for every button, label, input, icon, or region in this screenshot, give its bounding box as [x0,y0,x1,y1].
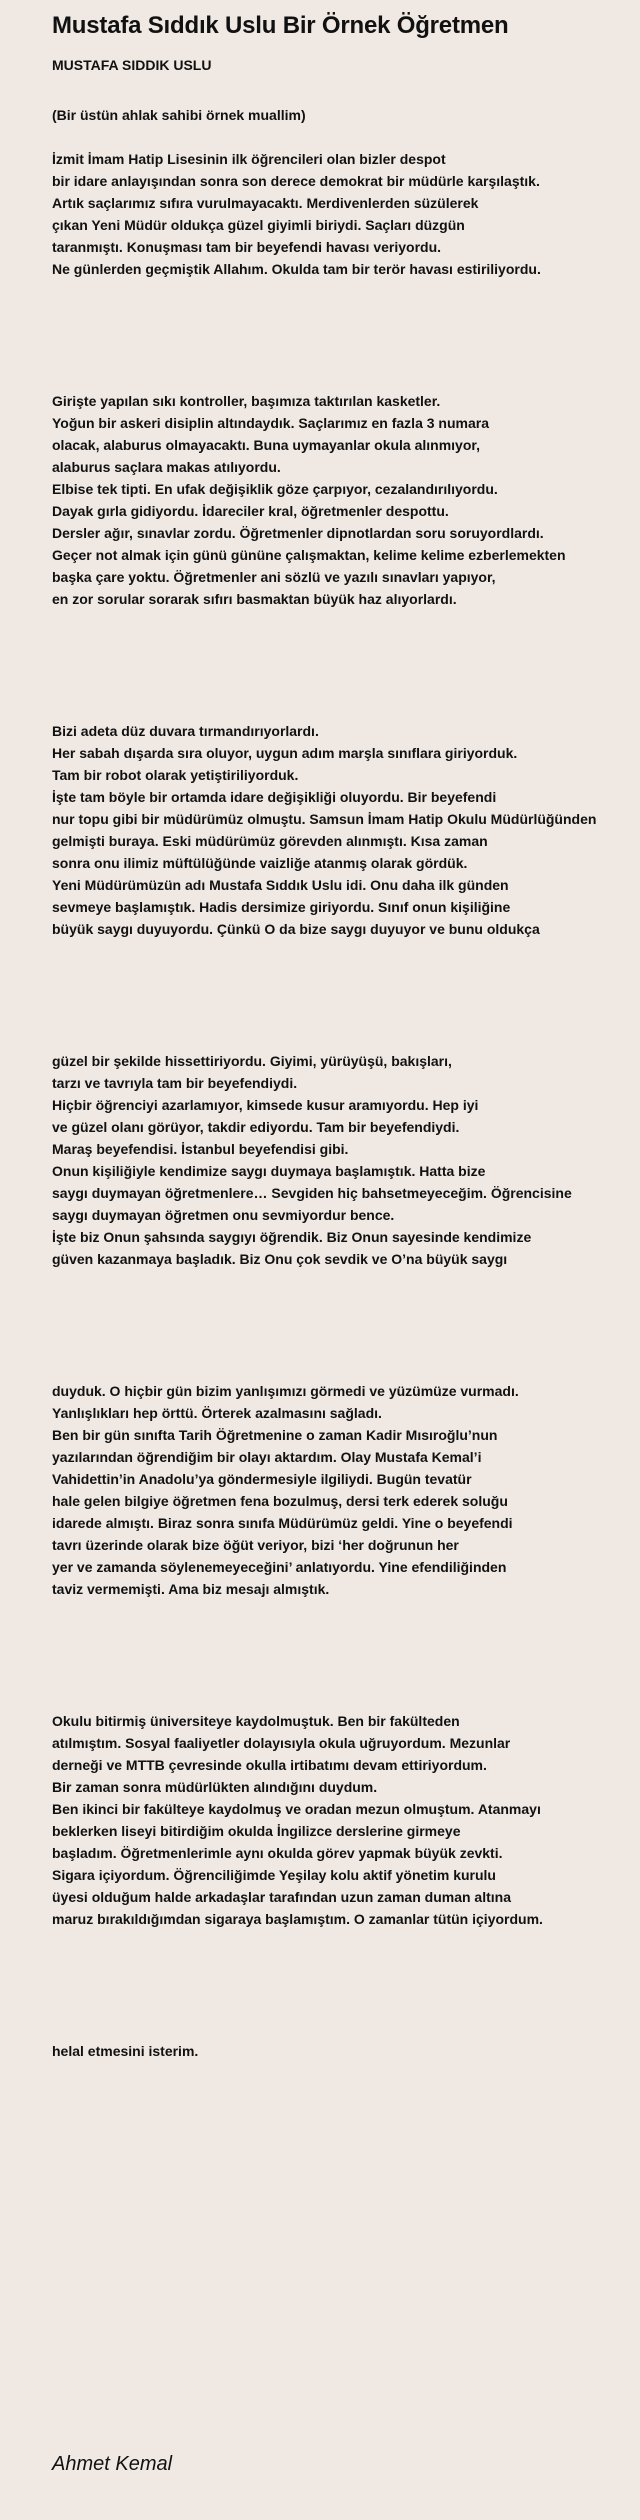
poem-line: Geçer not almak için günü gününe çalışmaktan, kelime kelime ezberlemekten [52,547,566,563]
poem-line: Sigara içiyordum. Öğrenciliğimde Yeşilay kolu aktif yönetim kurulu [52,1867,496,1883]
poem-line: Dersler ağır, sınavlar zordu. Öğretmenler dipnotlardan soru soruyordlardı. [52,525,544,541]
poem-line: Yeni Müdürümüzün adı Mustafa Sıddık Uslu idi. Onu daha ilk günden [52,877,509,893]
poem-line: bir idare anlayışından sonra son derece demokrat bir müdürle karşılaştık. [52,173,540,189]
poem-line: Elbise tek tipti. En ufak değişiklik göze çarpıyor, cezalandırılıyordu. [52,481,498,497]
poem-line: başka çare yoktu. Öğretmenler ani sözlü ve yazılı sınavları yapıyor, [52,569,496,585]
poem-line: yazılarından öğrendiğim bir olayı aktardım. Olay Mustafa Kemal’i [52,1449,482,1465]
poem-line: Bir zaman sonra müdürlükten alındığını duydum. [52,1779,378,1795]
poem-line: saygı duymayan öğretmenlere… Sevgiden hiç bahsetmeyeceğim. Öğrencisine [52,1185,572,1201]
poem-line: Yoğun bir askeri disiplin altındaydık. Saçlarımız en fazla 3 numara [52,415,489,431]
poem-line: Tam bir robot olarak yetiştiriliyorduk. [52,767,299,783]
poem-line: güzel bir şekilde hissettiriyordu. Giyimi, yürüyüşü, bakışları, [52,1053,452,1069]
author-signature: Ahmet Kemal [52,2453,173,2475]
poem-line: nur topu gibi bir müdürümüz olmuştu. Samsun İmam Hatip Okulu Müdürlüğünden [52,811,597,827]
stanza-2 [52,390,640,610]
poem-line: atılmıştım. Sosyal faaliyetler dolayısıyla okula uğruyordum. Mezunlar [52,1735,511,1751]
poem-line: en zor sorular sorarak sıfırı basmaktan büyük haz alıyorlardı. [52,591,457,607]
poem-line: ve güzel olanı görüyor, takdir ediyordu. Tam bir beyefendiydi. [52,1119,460,1135]
poem-line: başladım. Öğretmenlerimle aynı okulda görev yapmak büyük zevkti. [52,1845,503,1861]
page-title: Mustafa Sıddık Uslu Bir Örnek Öğretmen [52,12,509,39]
poem-line: Ne günlerden geçmiştik Allahım. Okulda tam bir terör havası estiriliyordu. [52,261,541,277]
poem-line: İzmit İmam Hatip Lisesinin ilk öğrencileri olan bizler despot [52,151,446,167]
poem-line: tarzı ve tavrıyla tam bir beyefendiydi. [52,1075,298,1091]
poem-line: tavrı üzerinde olarak bize öğüt veriyor, bizi ‘her doğrunun her [52,1537,459,1553]
poem-line: çıkan Yeni Müdür oldukça güzel giyimli biriydi. Saçları düzgün [52,217,465,233]
poem-line: Maraş beyefendisi. İstanbul beyefendisi gibi. [52,1141,349,1157]
poem-line: idarede almıştı. Biraz sonra sınıfa Müdürümüz geldi. Yine o beyefendi [52,1515,513,1531]
poem-line: beklerken liseyi bitirdiğim okulda İngilizce derslerine girmeye [52,1823,461,1839]
poem-line: Ben ikinci bir fakülteye kaydolmuş ve oradan mezun olmuştum. Atanmayı [52,1801,541,1817]
poem-line: Okulu bitirmiş üniversiteye kaydolmuştuk. Ben bir fakülteden [52,1713,460,1729]
poem-intro: (Bir üstün ahlak sahibi örnek muallim) [52,107,306,123]
poem-line: taviz vermemişti. Ama biz mesajı almıştık. [52,1581,330,1597]
stanza-6 [52,1710,640,1930]
poem-line: Ben bir gün sınıfta Tarih Öğretmenine o zaman Kadir Mısıroğlu’nun [52,1427,498,1443]
poem-line: Hiçbir öğrenciyi azarlamıyor, kimsede kusur aramıyordu. Hep iyi [52,1097,479,1113]
stanza-3 [52,720,640,940]
poem-line: taranmıştı. Konuşması tam bir beyefendi havası veriyordu. [52,239,442,255]
stanza-5 [52,1380,640,1600]
poem-line: derneği ve MTTB çevresinde okulla irtibatımı devam ettiriyordum. [52,1757,487,1773]
poem-line: maruz bırakıldığımdan sigaraya başlamıştım. O zamanlar tütün içiyordum. [52,1911,543,1927]
poem-line: Bizi adeta düz duvara tırmandırıyorlardı. [52,723,319,739]
poem-line: alaburus saçlara makas atılıyordu. [52,459,281,475]
poem-line: yer ve zamanda söylenemeyeceğini’ anlatıyordu. Yine efendiliğinden [52,1559,507,1575]
author-heading: MUSTAFA SIDDIK USLU [52,57,212,73]
poem-line: üyesi olduğum halde arkadaşlar tarafından uzun zaman duman altına [52,1889,511,1905]
stanza-4 [52,1050,640,1270]
poem-line: olacak, alaburus olmayacaktı. Buna uymayanlar okula alınmıyor, [52,437,480,453]
poem-line: gelmişti buraya. Eski müdürümüz görevden alınmıştı. Kısa zaman [52,833,488,849]
poem-line: Vahidettin’in Anadolu’ya göndermesiyle ilgiliydi. Bugün tevatür [52,1471,472,1487]
poem-line: saygı duymayan öğretmen onu sevmiyordur bence. [52,1207,395,1223]
poem-line: Onun kişiliğiyle kendimize saygı duymaya başlamıştık. Hatta bize [52,1163,486,1179]
poem-line: Dayak gırla gidiyordu. İdareciler kral, öğretmenler despottu. [52,503,449,519]
poem-line: Girişte yapılan sıkı kontroller, başımıza taktırılan kasketler. [52,393,441,409]
poem-line: Yanlışlıkları hep örttü. Örterek azalmasını sağladı. [52,1405,382,1421]
poem-body [52,104,640,2062]
poem-line: Artık saçlarımız sıfıra vurulmayacaktı. Merdivenlerden süzülerek [52,195,479,211]
poem-line: sonra onu ilimiz müftülüğünde vaizliğe atanmış olarak gördük. [52,855,468,871]
poem-line: İşte biz Onun şahsında saygıyı öğrendik. Biz Onun sayesinde kendimize [52,1229,532,1245]
poem-line: hale gelen bilgiye öğretmen fena bozulmuş, dersi terk ederek soluğu [52,1493,508,1509]
stanza-7 [52,2040,640,2062]
poem-line: güven kazanmaya başladık. Biz Onu çok sevdik ve O’na büyük saygı [52,1251,508,1267]
poem-line: sevmeye başlamıştık. Hadis dersimize giriyordu. Sınıf onun kişiliğine [52,899,511,915]
stanza-1 [52,148,640,280]
poem-line: Her sabah dışarda sıra oluyor, uygun adım marşla sınıflara giriyorduk. [52,745,518,761]
poem-line: İşte tam böyle bir ortamda idare değişikliği oluyordu. Bir beyefendi [52,789,497,805]
poem-line: büyük saygı duyuyordu. Çünkü O da bize saygı duyuyor ve bunu oldukça [52,921,540,937]
poem-line: helal etmesini isterim. [52,2043,199,2059]
poem-line: duyduk. O hiçbir gün bizim yanlışımızı görmedi ve yüzümüze vurmadı. [52,1383,519,1399]
